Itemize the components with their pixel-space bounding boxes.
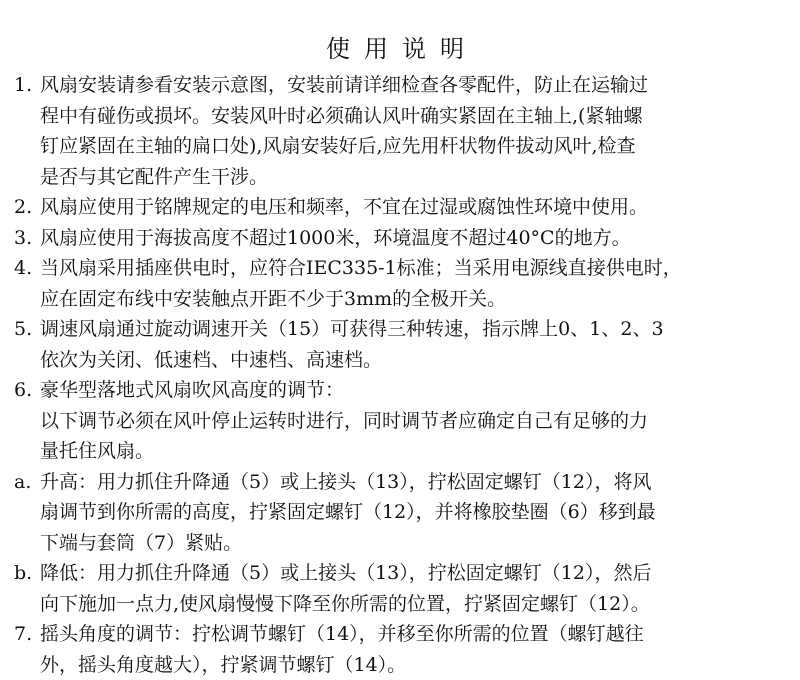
instruction-text-line: 扇调节到你所需的高度，拧紧固定螺钉（12），并将橡胶垫圈（6）移到最 — [40, 497, 776, 528]
instruction-item — [14, 314, 776, 375]
instruction-item — [14, 70, 776, 192]
instruction-text-line: 豪华型落地式风扇吹风高度的调节： — [40, 375, 776, 406]
instruction-item — [14, 558, 776, 619]
instruction-number: 6. — [14, 375, 32, 406]
instruction-number: 2. — [14, 192, 32, 223]
instruction-number: b. — [14, 558, 32, 589]
instruction-text-line: 外，摇头角度越大），拧紧调节螺钉（14）。 — [40, 650, 776, 680]
instruction-text-line: 风扇安装请参看安装示意图，安装前请详细检查各零配件，防止在运输过 — [40, 70, 776, 101]
instruction-text-line: 量托住风扇。 — [40, 436, 776, 467]
instruction-number: 4. — [14, 253, 32, 284]
instruction-item — [14, 375, 776, 467]
instruction-item — [14, 619, 776, 680]
instruction-number: a. — [14, 467, 31, 498]
instruction-text-line: 依次为关闭、低速档、中速档、高速档。 — [40, 345, 776, 376]
instruction-item — [14, 467, 776, 559]
instruction-text-line: 风扇应使用于海拔高度不超过1000米，环境温度不超过40°C的地方。 — [40, 223, 776, 254]
instruction-text-line: 向下施加一点力,使风扇慢慢下降至你所需的位置，拧紧固定螺钉（12）。 — [40, 589, 776, 620]
instruction-text-line: 升高：用力抓住升降通（5）或上接头（13），拧松固定螺钉（12），将风 — [40, 467, 776, 498]
instruction-text-line: 下端与套筒（7）紧贴。 — [40, 528, 776, 559]
instruction-text-line: 以下调节必须在风叶停止运转时进行，同时调节者应确定自己有足够的力 — [40, 406, 776, 437]
instruction-text-line: 降低：用力抓住升降通（5）或上接头（13），拧松固定螺钉（12），然后 — [40, 558, 776, 589]
instruction-item — [14, 223, 776, 254]
instruction-text-line: 是否与其它配件产生干涉。 — [40, 162, 776, 193]
instruction-text-line: 摇头角度的调节：拧松调节螺钉（14），并移至你所需的位置（螺钉越往 — [40, 619, 776, 650]
instruction-text-line: 调速风扇通过旋动调速开关（15）可获得三种转速，指示牌上0、1、2、3 — [40, 314, 776, 345]
page-title: 使用说明 — [14, 34, 776, 64]
instruction-text-line: 风扇应使用于铭牌规定的电压和频率，不宜在过湿或腐蚀性环境中使用。 — [40, 192, 776, 223]
instruction-item — [14, 253, 776, 314]
instruction-number: 3. — [14, 223, 32, 254]
instruction-number: 7. — [14, 619, 32, 650]
instruction-list — [14, 70, 776, 680]
instruction-item — [14, 192, 776, 223]
instruction-number: 5. — [14, 314, 32, 345]
instruction-text-line: 应在固定布线中安装触点开距不少于3mm的全极开关。 — [40, 284, 776, 315]
instruction-number: 1. — [14, 70, 32, 101]
instruction-text-line: 当风扇采用插座供电时，应符合IEC335-1标准；当采用电源线直接供电时， — [40, 253, 776, 284]
instruction-text-line: 程中有碰伤或损坏。安装风叶时必须确认风叶确实紧固在主轴上,(紧轴螺 — [40, 101, 776, 132]
instruction-text-line: 钉应紧固在主轴的扁口处),风扇安装好后,应先用杆状物件拔动风叶,检查 — [40, 131, 776, 162]
